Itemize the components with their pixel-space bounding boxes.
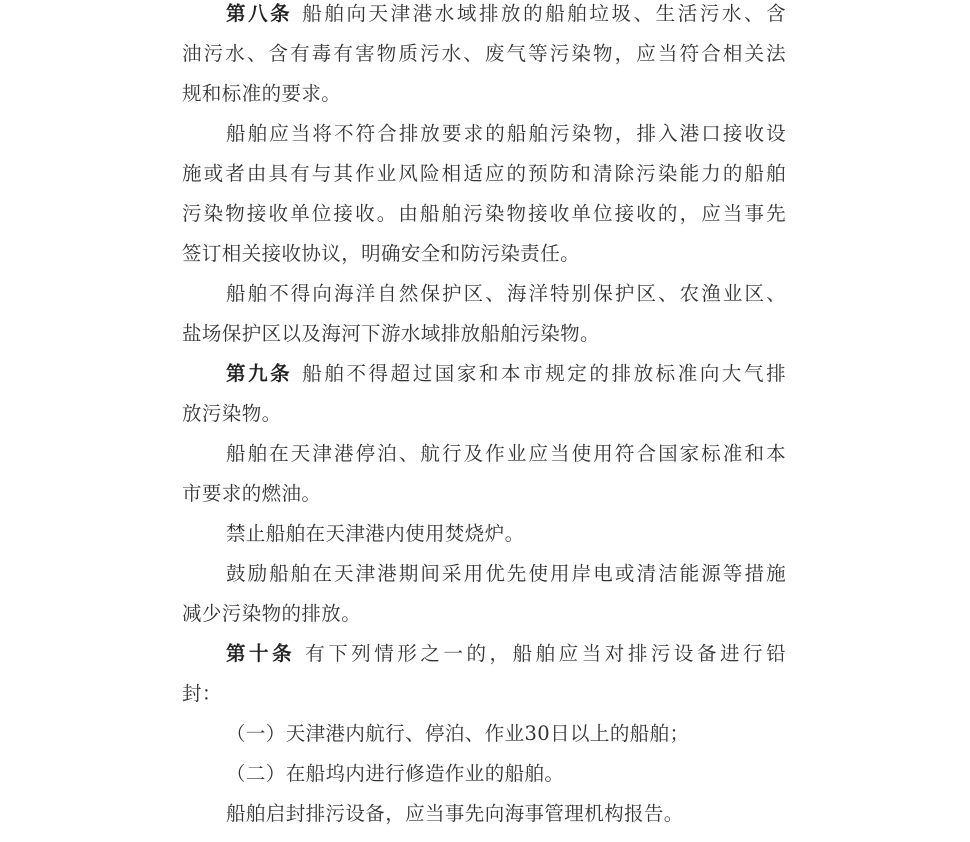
paragraph-line: 市要求的燃油。 <box>182 482 322 505</box>
paragraph-line: 油污水、含有毒有害物质污水、废气等污染物，应当符合相关法 <box>182 42 786 65</box>
paragraph-line: 封： <box>182 682 222 705</box>
paragraph-line: 鼓励船舶在天津港期间采用优先使用岸电或清洁能源等措施 <box>226 562 786 585</box>
paragraph-line: 签订相关接收协议，明确安全和防污染责任。 <box>182 242 581 265</box>
article-8-heading: 第八条 <box>226 2 293 25</box>
list-item: （二）在船坞内进行修造作业的船舶。 <box>226 762 565 785</box>
list-item: （一）天津港内航行、停泊、作业30日以上的船舶； <box>226 722 690 745</box>
paragraph-line: 盐场保护区以及海河下游水域排放船舶污染物。 <box>182 322 600 345</box>
paragraph-line: 规和标准的要求。 <box>182 82 342 105</box>
paragraph-line: 放污染物。 <box>182 402 282 425</box>
paragraph-line: 船舶应当将不符合排放要求的船舶污染物，排入港口接收设 <box>226 122 786 145</box>
paragraph-line: 减少污染物的排放。 <box>182 602 362 625</box>
article-9-line-1 <box>226 354 786 394</box>
paragraph-line: 船舶在天津港停泊、航行及作业应当使用符合国家标准和本 <box>226 442 786 465</box>
article-9-heading: 第九条 <box>226 362 293 385</box>
article-9-text: 船舶不得超过国家和本市规定的排放标准向大气排 <box>302 362 786 385</box>
article-10-line-1 <box>226 634 786 674</box>
paragraph-line: 船舶不得向海洋自然保护区、海洋特别保护区、农渔业区、 <box>226 282 786 305</box>
article-10-text: 有下列情形之一的，船舶应当对排污设备进行铅 <box>305 642 787 665</box>
paragraph-line: 污染物接收单位接收。由船舶污染物接收单位接收的，应当事先 <box>182 202 786 225</box>
article-10-heading: 第十条 <box>226 642 296 665</box>
paragraph-line: 船舶启封排污设备，应当事先向海事管理机构报告。 <box>226 802 684 825</box>
article-8-text: 船舶向天津港水域排放的船舶垃圾、生活污水、含 <box>302 2 786 25</box>
paragraph-line: 禁止船舶在天津港内使用焚烧炉。 <box>226 522 525 545</box>
article-8-line-1 <box>226 0 786 34</box>
paragraph-line: 施或者由具有与其作业风险相适应的预防和清除污染能力的船舶 <box>182 162 786 185</box>
